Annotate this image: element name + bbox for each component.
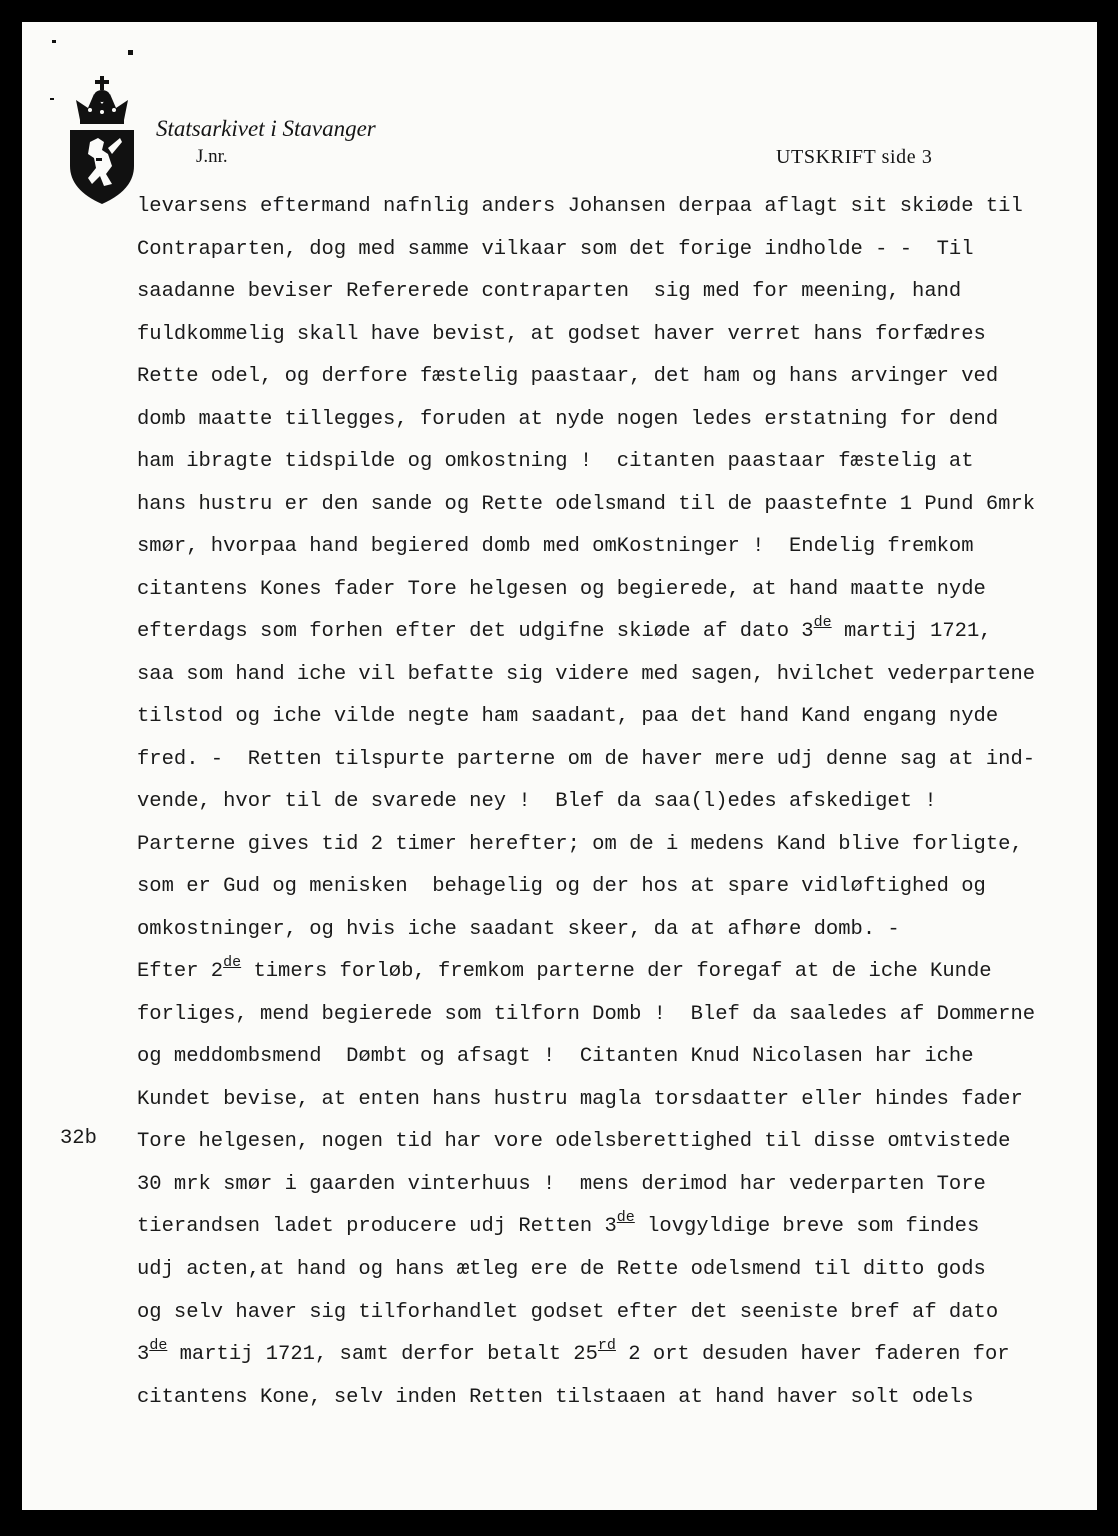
text-segment: 30 mrk smør i gaarden vinterhuus ! mens derimod har vederparten Tore (137, 1172, 986, 1196)
text-line (137, 575, 986, 605)
text-line (137, 1209, 980, 1242)
text-segment: 3 (137, 1343, 150, 1367)
text-segment: tilstod og iche vilde negte ham saadant, paa det hand Kand engang nyde (137, 705, 999, 729)
text-segment: Rette odel, og derfore fæstelig paastaar, det ham og hans arvinger ved (137, 365, 999, 389)
text-segment: Efter 2 (137, 960, 224, 984)
text-segment: vende, hvor til de svarede ney ! Blef da saa(l)edes afskediget ! (137, 790, 937, 814)
document-page (22, 22, 1097, 1510)
archive-name: Statsarkivet i Stavanger (156, 116, 376, 141)
text-line (137, 915, 900, 945)
text-segment: omkostninger, og hvis iche saadant skeer, da at afhøre domb. - (137, 917, 900, 941)
text-segment: som er Gud og menisken behagelig og der hos at spare vidløftighed og (137, 875, 986, 899)
text-segment: lovgyldige breve som findes (634, 1215, 980, 1239)
text-segment: 2 ort desuden haver faderen for (615, 1343, 1010, 1367)
text-segment: udj acten,at hand og hans ætleg ere de Rette odelsmend til ditto gods (137, 1258, 986, 1281)
text-segment: Tore helgesen, nogen tid har vore odelsberettighed til disse omtvistede (137, 1130, 1011, 1154)
text-segment: tierandsen ladet producere udj Retten 3 (137, 1215, 617, 1239)
text-line (137, 192, 1023, 222)
text-line (137, 1042, 974, 1072)
text-line (137, 1127, 1010, 1157)
text-line (137, 362, 998, 392)
text-line (137, 954, 992, 987)
coat-of-arms-icon (68, 74, 136, 206)
text-line (137, 405, 998, 435)
superscript-abbreviation: de (223, 954, 242, 972)
text-segment: fred. - Retten tilspurte parterne om de haver mere udj denne sag at ind- (137, 747, 1036, 771)
margin-note: 32b (60, 1127, 97, 1150)
text-segment: forliges, mend begierede som tilforn Domb ! Blef da saaledes af Dommerne (137, 1002, 1036, 1026)
text-line (137, 1085, 1023, 1115)
text-segment: hans hustru er den sande og Rette odelsmand til de paastefnte 1 Pund 6mrk (137, 492, 1036, 516)
page-label: UTSKRIFT side 3 (776, 146, 933, 168)
text-line (137, 787, 937, 817)
text-segment: efterdags som forhen efter det udgifne skiøde af dato 3 (137, 620, 814, 644)
text-line (137, 1170, 986, 1200)
text-segment: saadanne beviser Refererede contraparten sig med for meening, hand (137, 280, 962, 304)
text-line (137, 660, 1035, 690)
text-segment: smør, hvorpaa hand begiered domb med omKostninger ! Endelig fremkom (137, 535, 974, 559)
text-segment: Contraparten, dog med samme vilkaar som det forige indholde - - Til (137, 237, 974, 261)
text-line (137, 235, 974, 265)
text-segment: citantens Kone, selv inden Retten tilstaaen at hand haver solt odels (137, 1385, 974, 1409)
text-segment: timers forløb, fremkom parterne der foregaf at de iche Kunde (241, 960, 992, 984)
text-line (137, 490, 1035, 520)
superscript-abbreviation: de (616, 1209, 635, 1227)
text-line (137, 532, 974, 562)
text-line (137, 745, 1035, 775)
text-segment: saa som hand iche vil befatte sig videre med sagen, hvilchet vederpartene (137, 662, 1036, 686)
text-line (137, 1298, 998, 1328)
text-segment: og meddombsmend Dømbt og afsagt ! Citanten Knud Nicolasen har iche (137, 1045, 974, 1069)
text-line (137, 1000, 1035, 1030)
text-line (137, 1383, 974, 1413)
text-line (137, 1255, 986, 1285)
text-segment: domb maatte tillegges, foruden at nyde nogen ledes erstatning for dend (137, 407, 999, 431)
text-segment: Parterne gives tid 2 timer herefter; om de i medens Kand blive forligte, (137, 832, 1023, 856)
text-line (137, 320, 986, 350)
superscript-abbreviation: de (813, 614, 832, 632)
text-line (137, 614, 992, 647)
punch-mark (50, 98, 54, 100)
text-segment: levarsens eftermand nafnlig anders Johansen derpaa aflagt sit skiøde til (137, 195, 1023, 218)
text-segment: fuldkommelig skall have bevist, at godset haver verret hans forfædres (137, 322, 986, 346)
journal-number-label: J.nr. (196, 146, 228, 167)
punch-mark (128, 50, 133, 55)
text-line (137, 447, 974, 477)
text-line (137, 702, 998, 732)
text-segment: citantens Kones fader Tore helgesen og begierede, at hand maatte nyde (137, 577, 986, 601)
text-segment: ham ibragte tidspilde og omkostning ! citanten paastaar fæstelig at (137, 450, 974, 474)
superscript-abbreviation: rd (597, 1337, 616, 1355)
text-line (137, 830, 1023, 860)
text-line (137, 277, 961, 307)
text-line (137, 872, 986, 902)
punch-mark (52, 40, 56, 43)
text-segment: Kundet bevise, at enten hans hustru magla torsdaatter eller hindes fader (137, 1087, 1023, 1111)
text-segment: martij 1721, samt derfor betalt 25 (167, 1343, 598, 1367)
text-segment: martij 1721, (831, 620, 992, 644)
superscript-abbreviation: de (149, 1337, 168, 1355)
text-segment: og selv haver sig tilforhandlet godset efter det seeniste bref af dato (137, 1300, 999, 1324)
text-line (137, 1337, 1010, 1370)
